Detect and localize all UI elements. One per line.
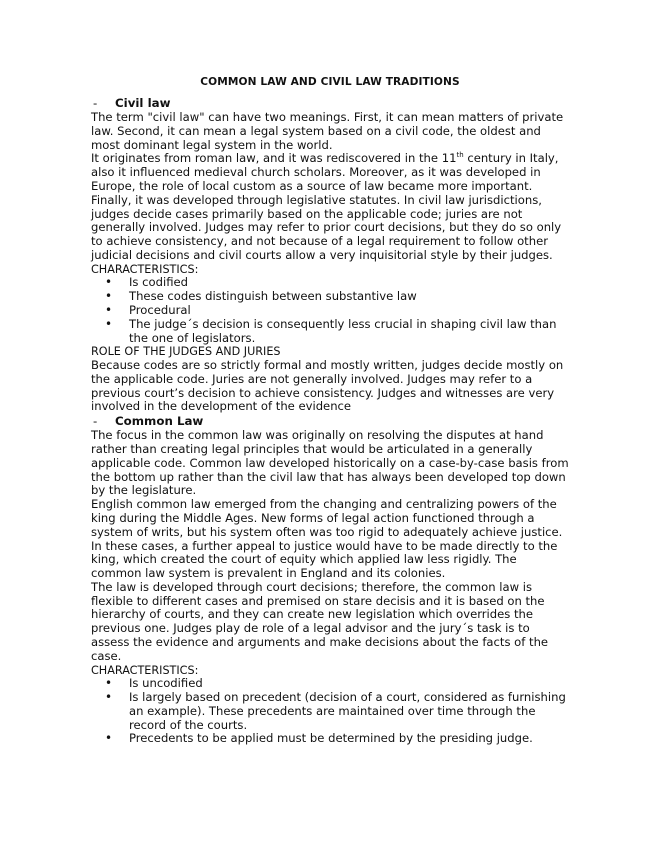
civil-characteristics-list (91, 276, 569, 345)
document-title: COMMON LAW AND CIVIL LAW TRADITIONS (200, 76, 460, 88)
civil-p2-before: It originates from roman law, and it was rediscovered in the 11 (91, 151, 457, 166)
heading-text: Common Law (115, 414, 204, 429)
list-item: • These codes distinguish between substantive law (129, 290, 569, 304)
common-paragraph-2: English common law emerged from the changing and centralizing powers of the king during the Middle Ages. New forms of legal action functioned through a system of writs, but his system often was too rigid to adequately achieve justice. In these cases, a further appeal to justice would have to be made directly to the king, which created the court of equity which applied law less rigidly. The common law system is prevalent in England and its colonies. (91, 497, 563, 581)
heading-dash: - (93, 414, 98, 429)
role-label: ROLE OF THE JUDGES AND JURIES (91, 345, 281, 359)
common-paragraph-1: The focus in the common law was originally on resolving the disputes at hand rather than creating legal principles that would be articulated in a generally applicable code. Common law developed historically on a case-by-case basis from the bottom up rather than the civil law that has always been developed top down by the legislature. (91, 428, 569, 498)
list-item: • Is uncodified (129, 677, 569, 691)
list-item: • The judge´s decision is consequently less crucial in shaping civil law than the one of legislators. (129, 318, 569, 346)
list-item: • Procedural (129, 304, 569, 318)
common-characteristics-list (91, 677, 569, 746)
heading-dash: - (93, 96, 98, 110)
heading-text: Civil law (115, 96, 171, 110)
civil-p2-after: century in Italy, also it influenced medieval church scholars. Moreover, as it was developed in Europe, the role of local custom as a source of law became more important. Finally, it was developed through legislative statutes. In civil law jurisdictions, judges decide cases primarily based on the applicable code; juries are not generally involved. Judges may refer to prior court decisions, but they do so only to achieve consistency, and not because of a legal requirement to follow other judicial decisions and civil courts allow a very inquisitorial style by their judges. (91, 151, 562, 262)
superscript-th: th (456, 151, 464, 160)
list-item: • Is largely based on precedent (decision of a court, considered as furnishing an example). These precedents are maintained over time through the record of the courts. (129, 691, 569, 732)
civil-characteristics-label: CHARACTERISTICS: (91, 262, 199, 276)
civil-paragraph-1: The term "civil law" can have two meanings. First, it can mean matters of private law. Second, it can mean a legal system based on a civil code, the oldest and most dominant legal system in the world. (91, 110, 564, 152)
common-characteristics-label: CHARACTERISTICS: (91, 663, 199, 677)
list-item: • Precedents to be applied must be determined by the presiding judge. (129, 732, 569, 746)
role-paragraph: Because codes are so strictly formal and mostly written, judges decide mostly on the applicable code. Juries are not generally involved. Judges may refer to a previous court’s decision to achieve consistency. Judges and witnesses are very involved in the development of the evidence (91, 357, 564, 414)
section-heading-civil-law (91, 96, 569, 110)
section-heading-common-law (91, 414, 569, 428)
common-paragraph-3: The law is developed through court decisions; therefore, the common law is flexible to different cases and premised on stare decisis and it is based on the hierarchy of courts, and they can create new legislation which overrides the previous one. Judges play de role of a legal advisor and the jury´s task is to assess the evidence and arguments and make decisions about the facts of the case. (91, 579, 549, 663)
list-item: • Is codified (129, 276, 569, 290)
civil-paragraph-2 (91, 152, 569, 262)
document-page (91, 76, 569, 746)
